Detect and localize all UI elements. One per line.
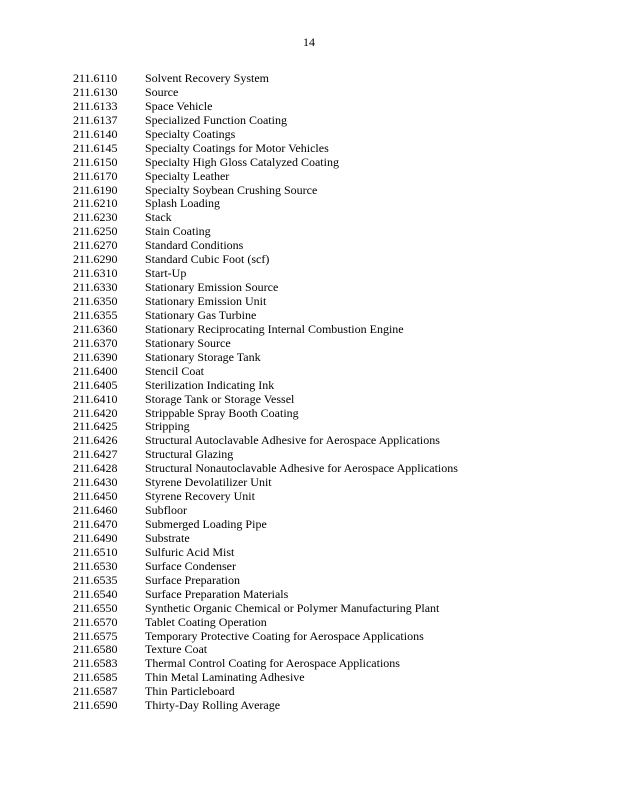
section-entry <box>73 128 458 142</box>
section-entry <box>73 114 458 128</box>
section-title: Specialty Coatings <box>145 126 236 141</box>
section-number: 211.6450 <box>73 489 118 504</box>
page-number: 14 <box>303 35 315 49</box>
section-entry <box>73 657 458 671</box>
section-number: 211.6310 <box>73 266 118 281</box>
section-title: Solvent Recovery System <box>145 71 269 85</box>
section-title: Specialty Leather <box>145 168 230 183</box>
section-title: Structural Glazing <box>145 447 234 462</box>
section-title: Standard Conditions <box>145 238 244 253</box>
section-title: Structural Autoclavable Adhesive for Aerospace Applications <box>145 433 440 448</box>
section-title: Strippable Spray Booth Coating <box>145 405 299 420</box>
section-number: 211.6190 <box>73 182 118 197</box>
section-entry <box>73 490 458 504</box>
section-number: 211.6583 <box>73 656 118 671</box>
section-title: Source <box>145 84 179 99</box>
section-entry <box>73 546 458 560</box>
section-entry <box>73 685 458 699</box>
section-title: Storage Tank or Storage Vessel <box>145 391 295 406</box>
section-number: 211.6405 <box>73 377 118 392</box>
section-title: Synthetic Organic Chemical or Polymer Manufacturing Plant <box>145 600 440 615</box>
section-list <box>73 72 458 713</box>
section-entry <box>73 420 458 434</box>
section-number: 211.6530 <box>73 558 118 573</box>
section-title: Substrate <box>145 530 190 545</box>
section-number: 211.6428 <box>73 461 118 476</box>
section-number: 211.6587 <box>73 684 118 699</box>
section-entry <box>73 518 458 532</box>
section-title: Structural Nonautoclavable Adhesive for Aerospace Applications <box>145 461 458 476</box>
section-entry <box>73 295 458 309</box>
section-entry <box>73 351 458 365</box>
section-title: Stationary Source <box>145 335 231 350</box>
section-number: 211.6460 <box>73 503 118 518</box>
section-entry <box>73 434 458 448</box>
section-title: Stationary Emission Source <box>145 280 279 295</box>
section-entry <box>73 309 458 323</box>
section-entry <box>73 574 458 588</box>
section-title: Specialty High Gloss Catalyzed Coating <box>145 154 339 169</box>
section-number: 211.6575 <box>73 628 118 643</box>
section-number: 211.6400 <box>73 363 118 378</box>
section-number: 211.6585 <box>73 670 118 685</box>
section-entry <box>73 225 458 239</box>
section-title: Stencil Coat <box>145 363 204 378</box>
section-entry <box>73 462 458 476</box>
section-number: 211.6430 <box>73 475 118 490</box>
section-number: 211.6133 <box>73 98 118 113</box>
section-title: Thin Particleboard <box>145 684 235 699</box>
section-number: 211.6210 <box>73 196 118 211</box>
section-entry <box>73 699 458 713</box>
section-title: Stain Coating <box>145 224 211 239</box>
section-number: 211.6425 <box>73 419 118 434</box>
section-number: 211.6535 <box>73 572 118 587</box>
section-title: Stationary Reciprocating Internal Combustion Engine <box>145 321 404 336</box>
section-title: Surface Preparation Materials <box>145 586 289 601</box>
section-number: 211.6360 <box>73 321 118 336</box>
section-title: Stripping <box>145 419 190 434</box>
section-number: 211.6145 <box>73 140 118 155</box>
section-title: Sulfuric Acid Mist <box>145 544 235 559</box>
section-title: Surface Condenser <box>145 558 236 573</box>
section-entry <box>73 156 458 170</box>
section-number: 211.6250 <box>73 224 118 239</box>
section-number: 211.6427 <box>73 447 118 462</box>
section-number: 211.6110 <box>73 71 118 85</box>
section-title: Stationary Gas Turbine <box>145 307 257 322</box>
section-title: Styrene Recovery Unit <box>145 489 255 504</box>
section-title: Specialty Soybean Crushing Source <box>145 182 318 197</box>
section-entry <box>73 281 458 295</box>
section-title: Space Vehicle <box>145 98 213 113</box>
section-title: Stack <box>145 210 172 225</box>
section-entry <box>73 142 458 156</box>
section-title: Styrene Devolatilizer Unit <box>145 475 272 490</box>
section-entry <box>73 504 458 518</box>
section-entry <box>73 448 458 462</box>
section-entry <box>73 253 458 267</box>
section-title: Splash Loading <box>145 196 220 211</box>
section-entry <box>73 602 458 616</box>
section-number: 211.6130 <box>73 84 118 99</box>
section-title: Subfloor <box>145 503 187 518</box>
section-entry <box>73 643 458 657</box>
section-entry <box>73 407 458 421</box>
section-title: Sterilization Indicating Ink <box>145 377 275 392</box>
section-number: 211.6410 <box>73 391 118 406</box>
section-title: Tablet Coating Operation <box>145 614 267 629</box>
section-entry <box>73 170 458 184</box>
section-entry <box>73 532 458 546</box>
section-number: 211.6350 <box>73 294 118 308</box>
section-number: 211.6270 <box>73 238 118 253</box>
section-entry <box>73 630 458 644</box>
section-title: Start-Up <box>145 266 187 281</box>
section-entry <box>73 560 458 574</box>
section-number: 211.6510 <box>73 544 118 559</box>
section-number: 211.6590 <box>73 698 118 713</box>
section-entry <box>73 72 458 86</box>
section-number: 211.6230 <box>73 210 118 225</box>
section-title: Stationary Emission Unit <box>145 294 267 308</box>
section-entry <box>73 616 458 630</box>
section-entry <box>73 86 458 100</box>
section-entry <box>73 184 458 198</box>
section-number: 211.6150 <box>73 154 118 169</box>
section-number: 211.6580 <box>73 642 118 657</box>
section-entry <box>73 197 458 211</box>
section-number: 211.6170 <box>73 168 118 183</box>
section-number: 211.6470 <box>73 517 118 531</box>
section-number: 211.6540 <box>73 586 118 601</box>
section-title: Texture Coat <box>145 642 208 657</box>
section-entry <box>73 337 458 351</box>
section-number: 211.6140 <box>73 126 118 141</box>
section-number: 211.6550 <box>73 600 118 615</box>
section-title: Specialized Function Coating <box>145 112 287 127</box>
section-entry <box>73 239 458 253</box>
section-title: Specialty Coatings for Motor Vehicles <box>145 140 329 155</box>
section-entry <box>73 393 458 407</box>
section-number: 211.6330 <box>73 280 118 295</box>
section-title: Temporary Protective Coating for Aerospace Applications <box>145 628 424 643</box>
section-title: Stationary Storage Tank <box>145 349 261 364</box>
section-title: Thirty-Day Rolling Average <box>145 698 281 713</box>
section-number: 211.6420 <box>73 405 118 420</box>
section-number: 211.6490 <box>73 530 118 545</box>
section-number: 211.6355 <box>73 307 118 322</box>
section-title: Surface Preparation <box>145 572 240 587</box>
section-number: 211.6370 <box>73 335 118 350</box>
section-entry <box>73 323 458 337</box>
section-number: 211.6390 <box>73 349 118 364</box>
section-entry <box>73 379 458 393</box>
section-entry <box>73 365 458 379</box>
section-entry <box>73 267 458 281</box>
section-number: 211.6290 <box>73 252 118 267</box>
section-number: 211.6426 <box>73 433 118 448</box>
section-title: Thin Metal Laminating Adhesive <box>145 670 305 685</box>
section-title: Thermal Control Coating for Aerospace Applications <box>145 656 400 671</box>
section-entry <box>73 671 458 685</box>
section-number: 211.6137 <box>73 112 118 127</box>
section-title: Standard Cubic Foot (scf) <box>145 252 270 267</box>
section-entry <box>73 100 458 114</box>
section-number: 211.6570 <box>73 614 118 629</box>
section-entry <box>73 211 458 225</box>
section-entry <box>73 476 458 490</box>
section-entry <box>73 588 458 602</box>
section-title: Submerged Loading Pipe <box>145 517 267 531</box>
